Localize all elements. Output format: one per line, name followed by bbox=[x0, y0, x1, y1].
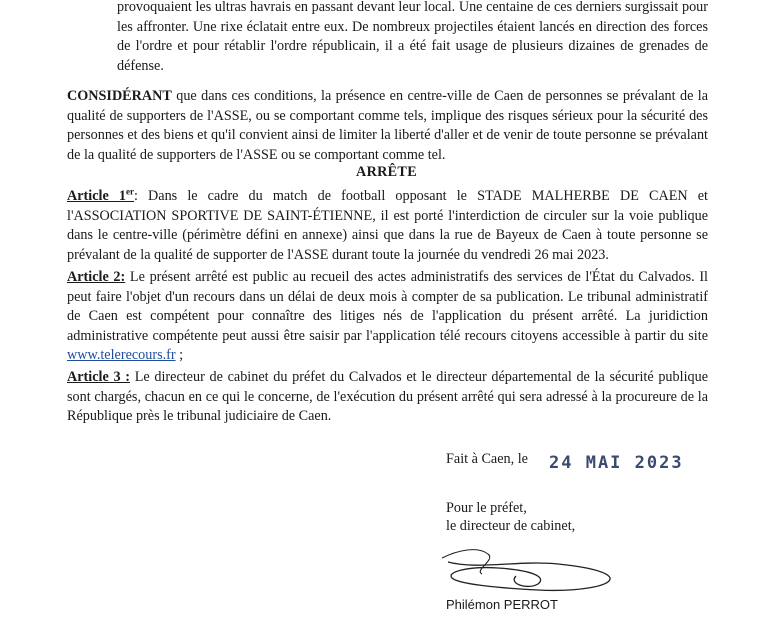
intro-paragraph: provoquaient les ultras havrais en passant devant leur local. Une centaine de ces derniers surgissait pour les affronter. Une rixe éclatait entre eux. De nombreux projectiles étaient lancés en direction des forces de l'ordre et pour rétablir l'ordre républicain, il a été fait usage de plusieurs dizaines de grenades de défense. bbox=[117, 0, 708, 74]
telerecours-link[interactable]: www.telerecours.fr bbox=[67, 347, 176, 363]
considerant-label: CONSIDÉRANT bbox=[67, 88, 172, 104]
sign-line-2: le directeur de cabinet, bbox=[446, 518, 576, 534]
article-2-label: Article 2: bbox=[67, 269, 126, 285]
signatory-name: Philémon PERROT bbox=[446, 597, 558, 612]
considerant-paragraph bbox=[67, 87, 708, 165]
date-stamp: 24 MAI 2023 bbox=[549, 453, 684, 473]
article-3-text: Le directeur de cabinet du préfet du Calvados et le directeur départemental de la sécurité publique sont chargés, chacun en ce qui le concerne, de l'exécution du présent arrêté qui sera adressé à la procureure de la République près le tribunal judiciaire de Caen. bbox=[67, 369, 708, 424]
considerant-text: que dans ces conditions, la présence en centre-ville de Caen de personnes se prévalant de la qualité de supporters de l'ASSE, ou se comportant comme tels, implique des risques sérieux pour la sécurité des personnes et des biens et qu'il convient ainsi de limiter la liberté d'aller et de venir de toute personne se prévalant de la qualité de supporters de l'ASSE ou se comportant comme tel. bbox=[67, 88, 708, 163]
article-3 bbox=[67, 368, 708, 427]
article-1 bbox=[67, 187, 708, 265]
article-2: Article 2: Le présent arrêté est public au recueil des actes administratifs des services de l'État du Calvados. Il peut faire l'objet d'un recours dans un délai de deux mois à compter de sa publication. Le tribunal administratif de Caen est compétent pour connaître des litiges nés de l'application du présent arrêté. La juridiction administrative compétente peut aussi être saisir par l'application télé recours citoyens accessible à partir du site www.telerecours.fr ; bbox=[67, 269, 708, 363]
article-1-text: : Dans le cadre du match de football opposant le STADE MALHERBE DE CAEN et l'ASSOCIATION SPORTIVE DE SAINT-ÉTIENNE, il est porté l'interdiction de circuler sur la voie publique dans le centre-ville (périmètre défini en annexe) ainsi que dans la rue de Bayeux de Caen à toute personne se prévalant de la qualité de supporter de l'ASSE durant toute la journée du vendredi 26 mai 2023. bbox=[67, 188, 708, 263]
article-3-label: Article 3 : bbox=[67, 369, 130, 385]
article-2-text: Le présent arrêté est public au recueil des actes administratifs des services de l'État du Calvados. Il peut faire l'objet d'un recours dans un délai de deux mois à compter de sa publication. Le tribunal administratif de Caen est compétent pour connaître des litiges nés de l'application du présent arrêté. La juridiction administrative compétente peut aussi être saisir par l'application télé recours citoyens accessible à partir du site bbox=[67, 269, 708, 344]
signature-image bbox=[438, 540, 618, 596]
fait-a-caen: Fait à Caen, le bbox=[446, 451, 528, 467]
arrete-heading: ARRÊTE bbox=[356, 164, 417, 180]
sign-line-1: Pour le préfet, bbox=[446, 500, 527, 516]
article-1-label: Article 1er bbox=[67, 186, 134, 204]
